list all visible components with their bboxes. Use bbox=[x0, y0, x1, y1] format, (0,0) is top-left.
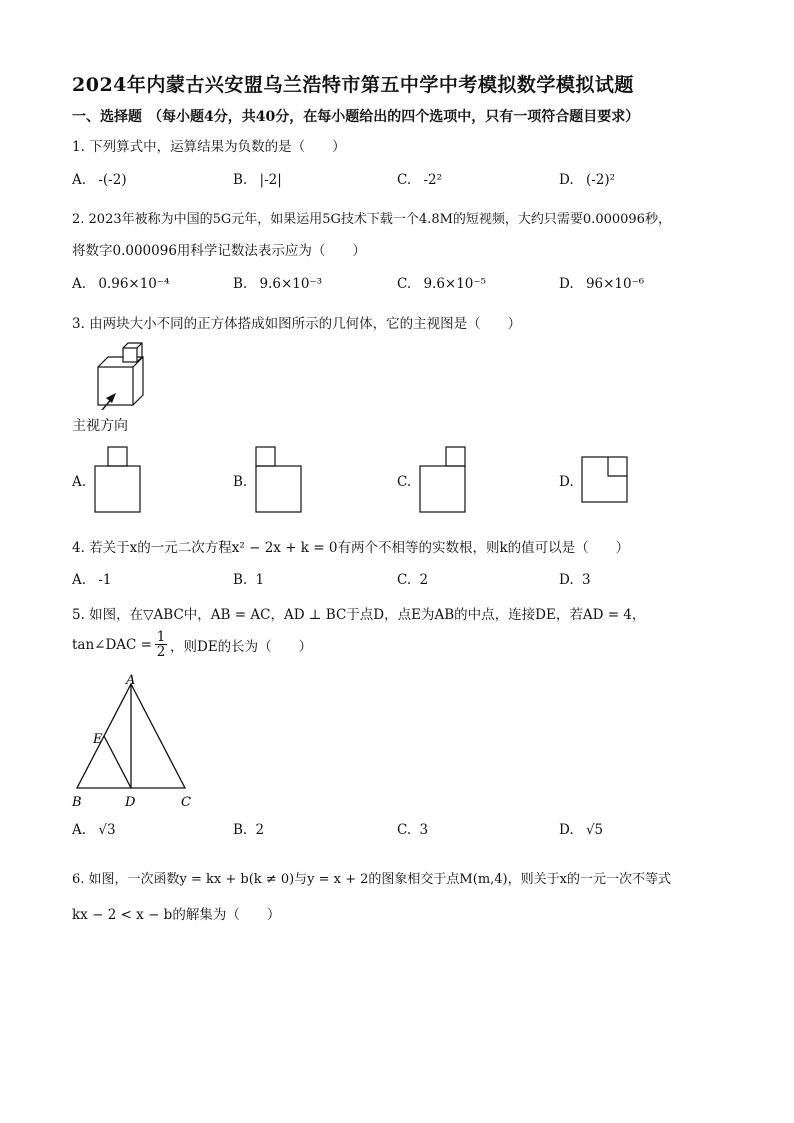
q5-stem-suffix: ，则DE的长为（ ） bbox=[170, 638, 313, 655]
q5-option-b-label: B. bbox=[233, 822, 248, 838]
question-5-stem-line2 bbox=[72, 630, 312, 659]
q5-option-b[interactable] bbox=[233, 822, 264, 838]
question-6-stem-line1: 6. 如图，一次函数y = kx + b(k ≠ 0)与y = x + 2的图象相交于点M(m,4)，则关于x的一元一次不等式 bbox=[72, 872, 671, 887]
q2-option-b-text: 9.6×10⁻³ bbox=[259, 276, 323, 292]
q2-option-c[interactable] bbox=[397, 276, 486, 292]
section-heading-label: 一、选择题 bbox=[72, 109, 142, 125]
q5-option-a-text: √3 bbox=[98, 822, 116, 838]
q1-option-b-label: B. bbox=[233, 172, 248, 188]
question-2-stem-line2: 将数字0.000096用科学记数法表示应为（ ） bbox=[72, 243, 366, 259]
q5-option-d-label: D. bbox=[559, 822, 574, 838]
section-heading-note: （每小题4分，共40分，在每小题给出的四个选项中，只有一项符合题目要求） bbox=[148, 109, 640, 125]
q5-option-c[interactable] bbox=[397, 822, 428, 838]
question-1-stem: 1. 下列算式中，运算结果为负数的是（ ） bbox=[72, 139, 346, 155]
q2-option-a-text: 0.96×10⁻⁴ bbox=[98, 276, 170, 292]
q5-option-c-text: 3 bbox=[419, 822, 429, 838]
q5-label-c: C bbox=[181, 795, 191, 810]
q3-option-c-figure[interactable] bbox=[419, 446, 469, 514]
q5-option-d-text: √5 bbox=[585, 822, 604, 838]
page-title: 2024年内蒙古兴安盟乌兰浩特市第五中学中考模拟数学模拟试题 bbox=[72, 74, 634, 96]
q1-option-d-text: (-2)² bbox=[585, 172, 616, 188]
q3-option-d-label[interactable]: D. bbox=[559, 474, 574, 490]
q4-option-d[interactable] bbox=[559, 572, 591, 588]
q1-option-b-text: |-2| bbox=[259, 172, 282, 188]
q4-option-d-label: D. bbox=[559, 572, 574, 588]
q2-option-c-text: 9.6×10⁻⁵ bbox=[423, 276, 486, 292]
q4-option-c[interactable] bbox=[397, 572, 428, 588]
q4-option-a-label: A. bbox=[72, 572, 87, 588]
q3-figure-caption: 主视方向 bbox=[72, 418, 128, 434]
q1-option-d-label: D. bbox=[559, 172, 574, 188]
q3-option-c-label[interactable]: C. bbox=[397, 474, 412, 490]
q2-option-d-text: 96×10⁻⁶ bbox=[585, 276, 645, 292]
q5-label-b: B bbox=[72, 795, 82, 810]
q2-option-d-label: D. bbox=[559, 276, 574, 292]
q3-option-a-figure[interactable] bbox=[94, 446, 144, 514]
q5-option-b-text: 2 bbox=[255, 822, 265, 838]
question-4-stem: 4. 若关于x的一元二次方程x² − 2x + k = 0有两个不相等的实数根，则k的值可以是（ ） bbox=[72, 540, 630, 556]
q4-option-a-text: -1 bbox=[98, 572, 112, 588]
q2-option-b-label: B. bbox=[233, 276, 248, 292]
q4-option-b-label: B. bbox=[233, 572, 248, 588]
q3-option-d-figure[interactable] bbox=[581, 456, 631, 506]
q1-option-a-label: A. bbox=[72, 172, 87, 188]
q5-tan-expression: tan∠DAC = bbox=[72, 636, 152, 653]
q4-option-d-text: 3 bbox=[581, 572, 591, 588]
q4-option-b[interactable] bbox=[233, 572, 264, 588]
q2-option-a[interactable] bbox=[72, 276, 169, 292]
q2-option-a-label: A. bbox=[72, 276, 87, 292]
q5-fraction bbox=[155, 630, 167, 659]
q2-option-d[interactable] bbox=[559, 276, 644, 292]
section-heading bbox=[72, 106, 639, 126]
q5-label-e: E bbox=[93, 732, 103, 747]
q1-option-c-text: -2² bbox=[423, 172, 442, 188]
q5-fraction-numerator: 1 bbox=[156, 629, 166, 645]
q2-option-b[interactable] bbox=[233, 276, 322, 292]
q3-option-b-figure[interactable] bbox=[255, 446, 305, 514]
q4-option-b-text: 1 bbox=[255, 572, 265, 588]
q4-option-c-label: C. bbox=[397, 572, 412, 588]
q5-option-a[interactable] bbox=[72, 822, 116, 838]
question-5-stem-line1: 5. 如图，在▽ABC中，AB = AC，AD ⊥ BC于点D，点E为AB的中点，连接DE，若AD = 4， bbox=[72, 607, 646, 623]
q1-option-b[interactable] bbox=[233, 172, 282, 188]
q4-option-a[interactable] bbox=[72, 572, 112, 588]
q5-option-c-label: C. bbox=[397, 822, 412, 838]
q1-option-c[interactable] bbox=[397, 172, 442, 188]
q1-option-c-label: C. bbox=[397, 172, 412, 188]
q2-option-c-label: C. bbox=[397, 276, 412, 292]
q3-option-b-label[interactable]: B. bbox=[233, 474, 248, 490]
q5-fraction-denominator: 2 bbox=[156, 644, 166, 661]
q5-option-a-label: A. bbox=[72, 822, 87, 838]
question-2-stem-line1: 2. 2023年被称为中国的5G元年，如果运用5G技术下载一个4.8M的短视频，大约只需要0.000096秒， bbox=[72, 212, 671, 227]
q1-option-a[interactable] bbox=[72, 172, 127, 188]
q3-option-a-label[interactable]: A. bbox=[72, 474, 87, 490]
q1-option-d[interactable] bbox=[559, 172, 615, 188]
q5-triangle-figure bbox=[68, 670, 198, 812]
q5-label-d: D bbox=[125, 795, 136, 810]
question-3-stem: 3. 由两块大小不同的正方体搭成如图所示的几何体，它的主视图是（ ） bbox=[72, 316, 522, 332]
q1-option-a-text: -(-2) bbox=[98, 172, 127, 188]
q4-option-c-text: 2 bbox=[419, 572, 429, 588]
question-6-stem-line2: kx − 2 < x − b的解集为（ ） bbox=[72, 907, 281, 923]
q3-solid-figure bbox=[70, 338, 170, 410]
q5-label-a: A bbox=[126, 673, 136, 688]
q5-option-d[interactable] bbox=[559, 822, 603, 838]
